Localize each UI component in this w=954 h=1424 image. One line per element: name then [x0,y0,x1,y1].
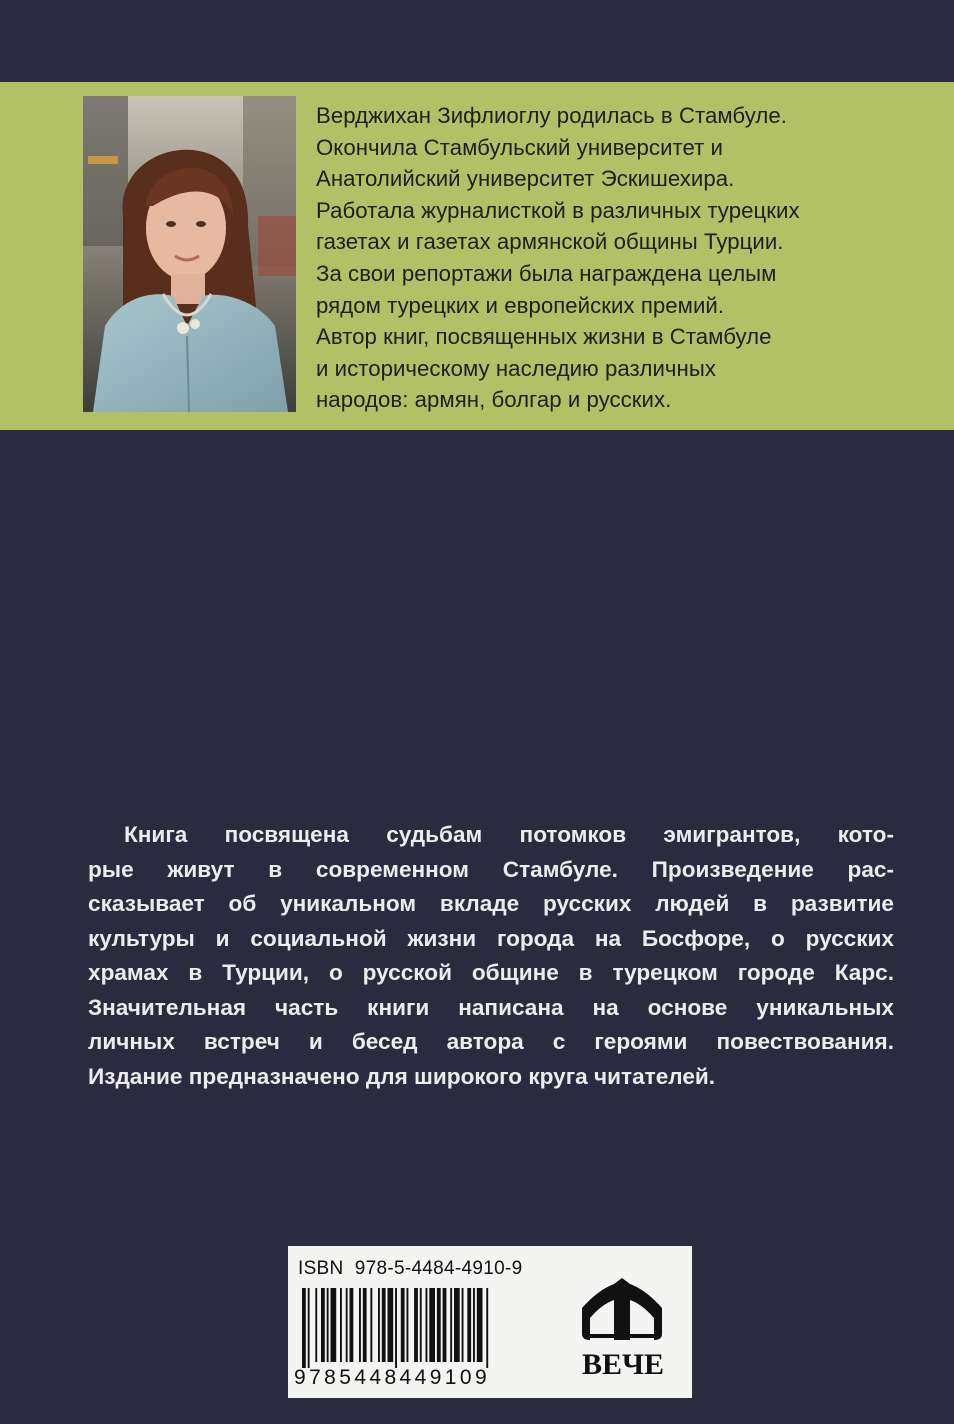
annotation-line: рые живут в современном Стамбуле. Произведение рас- [88,856,894,882]
author-biography [316,100,936,416]
bio-line: Работала журналисткой в различных турецких [316,197,800,223]
barcode-bar [473,1288,475,1362]
annotation-line: сказывает об уникальном вкладе русских людей в развитие [88,891,894,916]
annotation-line: личных встреч и бесед автора с героями повествования. [88,1029,894,1054]
barcode-bar [346,1288,348,1362]
bio-line: Анатолийский университет Эскишехира. [316,166,735,192]
barcode-bar [331,1288,337,1362]
author-photo [83,96,296,412]
barcode-bar [467,1288,471,1362]
barcode-bar [382,1288,386,1362]
author-portrait-image [83,96,296,412]
bio-line: Окончила Стамбульский университет и [316,134,724,160]
barcode-bar [315,1288,317,1362]
publisher-name: ВЕЧЕ [581,1348,665,1381]
barcode-bar [302,1288,306,1368]
book-annotation [88,818,894,1094]
barcode-bar [426,1288,428,1362]
barcode-bar [450,1288,452,1362]
barcode-bar [388,1288,394,1362]
barcode-bar [443,1288,447,1362]
bio-line: и историческому наследию различных [316,355,716,381]
barcode-bar [462,1288,464,1362]
annotation-line: культуры и социальной жизни города на Босфоре, о русских [88,925,894,951]
barcode-bar [401,1288,405,1362]
barcode-bar [308,1288,310,1368]
ean-digits: 9785448449109 [294,1366,491,1389]
bio-line: За свои репортажи была награждена целым [316,260,777,286]
publisher-logo [568,1274,678,1384]
barcode-bar [407,1288,409,1362]
annotation-line: храмах в Турции, о русской общине в турецком городе Карс. [88,960,894,985]
bio-line: народов: армян, болгар и русских. [316,387,672,413]
barcode-bar [363,1288,367,1362]
barcode-bar [359,1288,361,1362]
isbn-text [298,1258,523,1280]
barcode-bar [321,1288,325,1362]
barcode-bar [350,1288,354,1362]
church-dome-icon [582,1278,662,1340]
annotation-line: Значительная часть книги написана на основе уникальных [88,994,894,1020]
barcode-bar [486,1288,488,1368]
barcode-bar [327,1288,329,1362]
bio-line: рядом турецких и европейских премий. [316,292,725,318]
barcode-bar [454,1288,460,1362]
bio-line: газетах и газетах армянской общины Турции. [316,229,784,255]
barcode-bar [414,1288,418,1362]
barcode-bar [378,1288,380,1362]
barcode-bar [420,1288,422,1362]
barcode-image [302,1288,552,1368]
isbn-number: 978-5-4484-4910-9 [354,1258,523,1279]
isbn-barcode-panel [288,1246,692,1398]
bio-line: Верджихан Зифлиоглу родилась в Стамбуле. [316,103,787,128]
barcode-bar [340,1288,342,1362]
bio-line: Автор книг, посвященных жизни в Стамбуле [316,324,772,350]
barcode-bar [370,1288,372,1362]
isbn-label: ISBN [298,1258,344,1279]
annotation-line: Книга посвящена судьбам потомков эмигрантов, кото- [124,822,894,847]
barcode-bar [477,1288,483,1362]
barcode-bar [429,1288,435,1362]
barcode-bar [395,1288,397,1368]
barcode-bar [437,1288,441,1362]
annotation-line: Издание предназначено для широкого круга читателей. [88,1063,716,1089]
